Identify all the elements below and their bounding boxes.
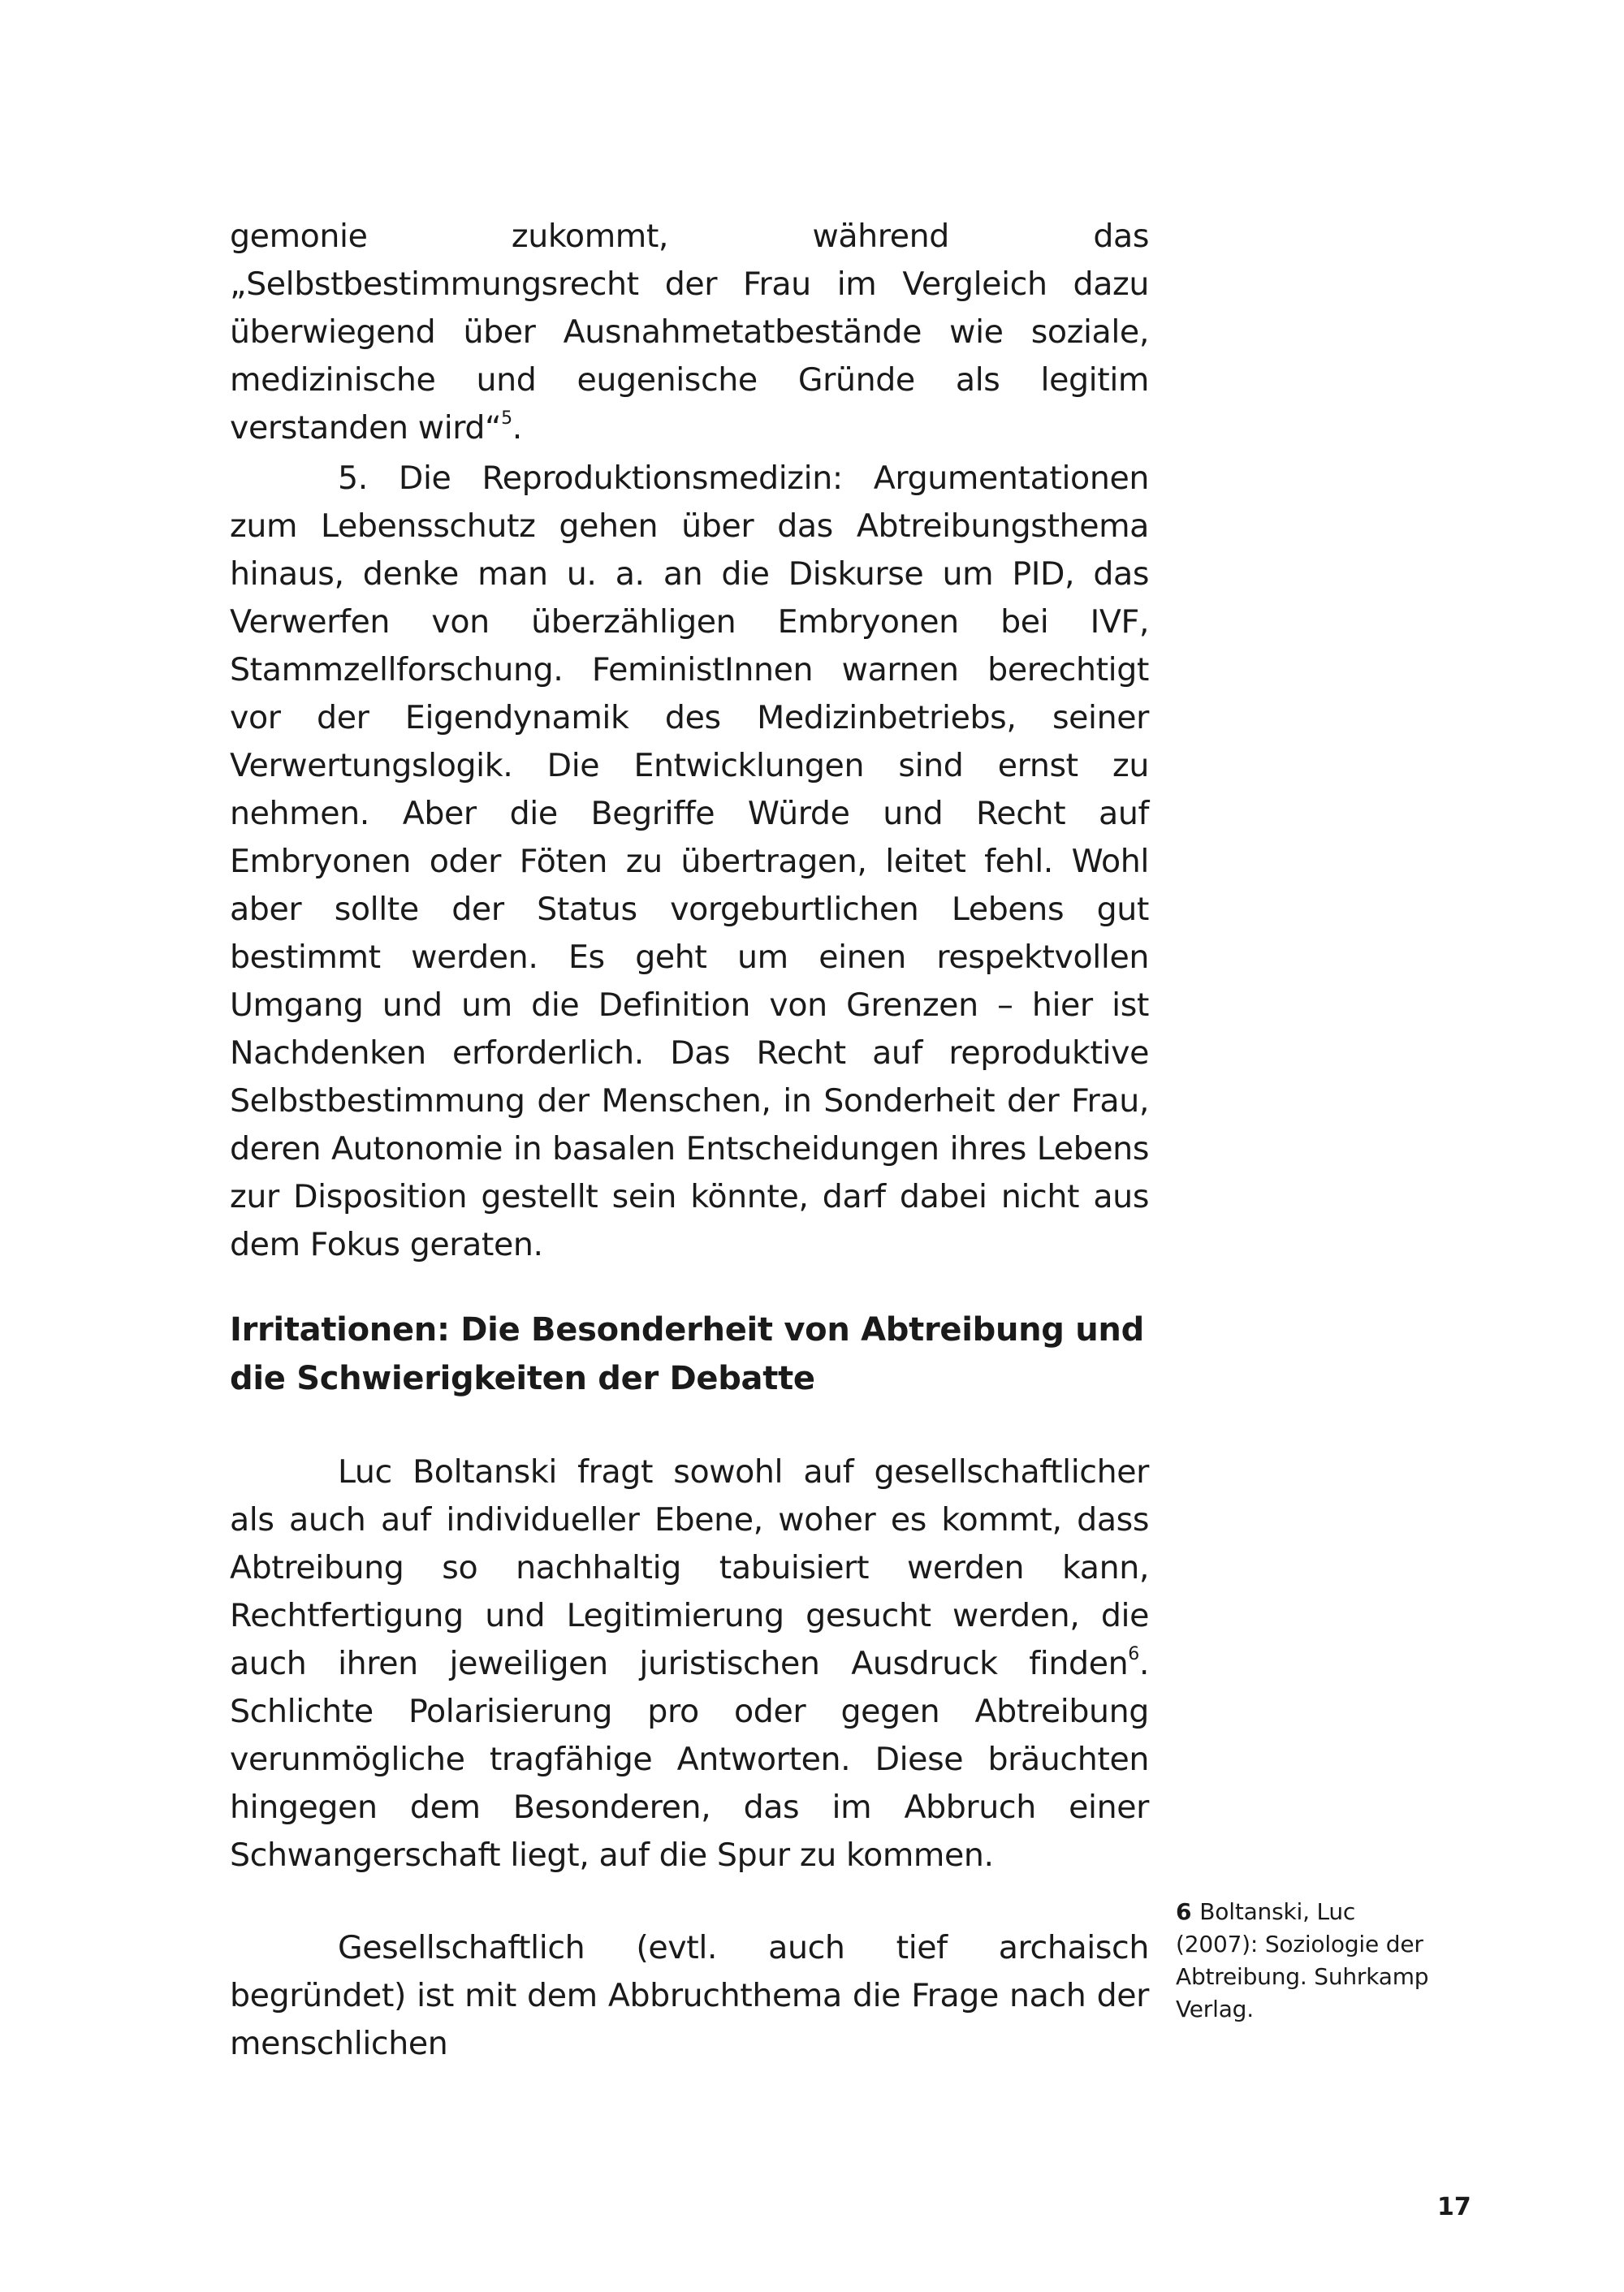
page-number: 17 [1437,2193,1471,2221]
footnote-reference: 6 [1128,1643,1139,1664]
sidenote-footnote [1176,1896,1444,2026]
paragraph-text: gemonie zukommt, während das „Selbstbestimmungsrecht der Frau im Vergleich dazu überwiegend über Ausnahmetatbestände wie soziale, medizinische und eugenische Gründe als legitim verstanden wird“ [230,218,1149,447]
paragraph-end: . [512,409,522,447]
body-paragraph-2: 5. Die Reproduktionsmedizin: Argumentationen zum Lebensschutz gehen über das Abtreibungsthema hinaus, denke man u. a. an die Diskurse um PID, das Verwerfen von überzähligen Embryonen bei IVF, Stammzellforschung. FeministInnen warnen berechtigt vor der Eigendynamik des Medizinbetriebs, seiner Verwertungslogik. Die Entwicklungen sind ernst zu nehmen. Aber die Begriffe Würde und Recht auf Embryonen oder Föten zu übertragen, leitet fehl. Wohl aber sollte der Status vorgeburtlichen Lebens gut bestimmt werden. Es geht um einen respektvollen Umgang und um die Definition von Grenzen – hier ist Nachdenken erforderlich. Das Recht auf reproduktive Selbstbestimmung der Menschen, in Sonderheit der Frau, deren Autonomie in basalen Entscheidungen ihres Lebens zur Disposition gestellt sein könnte, darf dabei nicht aus dem Fokus geraten. [230,460,1149,1263]
footnote-number: 6 [1176,1898,1192,1925]
body-paragraph-4: Gesellschaftlich (evtl. auch tief archaisch begründet) ist mit dem Abbruchthema die Frage nach der menschlichen [230,1929,1149,2062]
body-paragraph-1 [230,213,1149,452]
paragraph-text: Luc Boltanski fragt sowohl auf gesellschaftlicher als auch auf individueller Ebene, woher es kommt, dass Abtreibung so nachhaltig tabuisiert werden kann, Rechtfertigung und Legitimierung gesucht werden, die auch ihren jeweiligen juristischen Ausdruck finden [230,1453,1149,1682]
section-heading: Irritationen: Die Besonderheit von Abtreibung und die Schwierigkeiten der Debatte [230,1311,1144,1397]
paragraph-text-continued: . Schlichte Polarisierung pro oder gegen Abtreibung verunmögliche tragfähige Antworten. Diese bräuchten hingegen dem Besonderen, das im Abbruch einer Schwangerschaft liegt, auf die Spur zu kommen. [230,1645,1149,1874]
footnote-text: Boltanski, Luc (2007): Soziologie der Abtreibung. Suhrkamp Verlag. [1176,1898,1429,2022]
body-paragraph-3 [230,1448,1149,1880]
footnote-reference: 5 [501,408,512,429]
